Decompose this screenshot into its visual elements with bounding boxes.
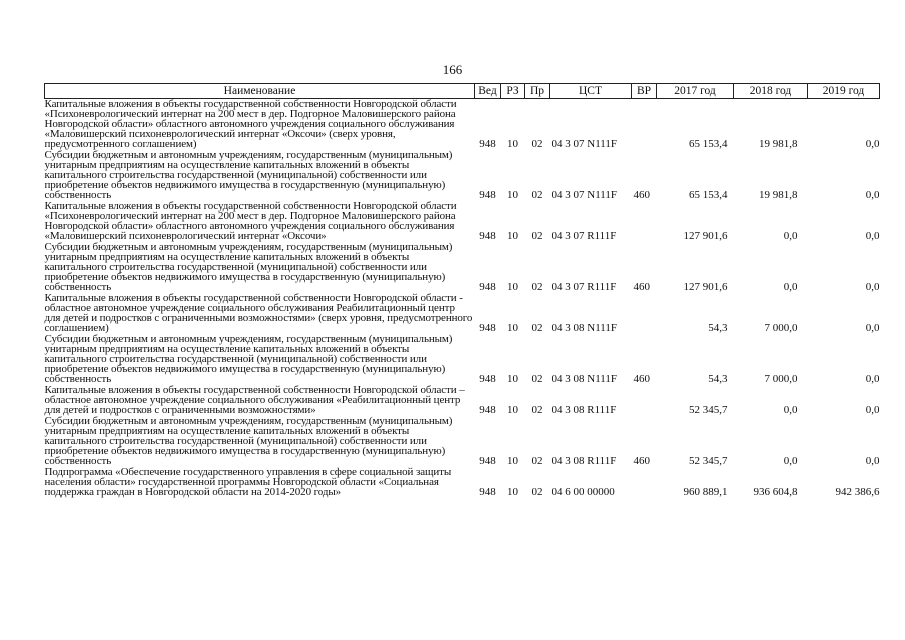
cell-rz: 10 <box>507 455 518 467</box>
cell-2019: 0,0 <box>865 373 880 385</box>
cell-2019: 0,0 <box>865 189 880 201</box>
cell-vr: 460 <box>633 281 650 293</box>
cell-ved: 948 <box>479 189 496 201</box>
cell-2018: 19 981,8 <box>759 189 798 201</box>
table-row <box>45 467 880 498</box>
cell-ved: 948 <box>479 455 496 467</box>
cell-ved: 948 <box>479 486 496 498</box>
cell-2018: 936 604,8 <box>753 486 798 498</box>
cell-vr <box>632 293 657 334</box>
cell-name: Субсидии бюджетным и автономным учреждениям, государственным (муниципальным) унитарным предприятиям на осуществление капитальных вложений в объекты капитального строительства государственной (муниципальной) собственности или приобретение объектов недвижимого имущества в государственную (муниципальную) собственность <box>44 149 453 201</box>
table-row <box>45 150 880 201</box>
cell-rz: 10 <box>507 189 518 201</box>
cell-cst: 04 3 08 R111F <box>551 455 617 467</box>
cell-rz: 10 <box>507 281 518 293</box>
cell-pr: 02 <box>531 138 543 150</box>
cell-2019: 942 386,6 <box>835 486 880 498</box>
col-header-name: Наименование <box>45 84 475 99</box>
col-header-ved: Вед <box>475 84 501 99</box>
cell-name: Капитальные вложения в объекты государственной собственности Новгородской области - областное автономное учреждение социального обслуживания Реабилитационный центр для детей и подростков с ограниченными возможностями» (сверх уровня, предусмотренного соглашением) <box>44 292 473 334</box>
cell-2019: 0,0 <box>865 230 880 242</box>
cell-2017: 65 153,4 <box>689 189 728 201</box>
cell-pr: 02 <box>531 455 543 467</box>
col-header-2018: 2018 год <box>734 84 808 99</box>
cell-rz: 10 <box>507 486 518 498</box>
cell-rz: 10 <box>507 138 518 150</box>
cell-pr: 02 <box>531 404 543 416</box>
cell-vr <box>632 99 657 151</box>
cell-pr: 02 <box>531 230 543 242</box>
cell-cst: 04 3 08 R111F <box>551 404 617 416</box>
cell-vr: 460 <box>633 455 650 467</box>
cell-vr: 460 <box>633 189 650 201</box>
table-row <box>45 385 880 416</box>
cell-vr: 460 <box>633 373 650 385</box>
cell-pr: 02 <box>531 373 543 385</box>
cell-ved: 948 <box>479 281 496 293</box>
table-row <box>45 293 880 334</box>
cell-2018: 0,0 <box>783 404 798 416</box>
cell-cst: 04 3 07 N111F <box>551 189 617 201</box>
cell-2017: 52 345,7 <box>689 404 728 416</box>
col-header-vr: ВР <box>632 84 657 99</box>
col-header-cst: ЦСТ <box>550 84 632 99</box>
table-row <box>45 416 880 467</box>
cell-2018: 0,0 <box>783 230 798 242</box>
table-row <box>45 242 880 293</box>
cell-2017: 52 345,7 <box>689 455 728 467</box>
cell-2019: 0,0 <box>865 455 880 467</box>
cell-ved: 948 <box>479 230 496 242</box>
cell-2018: 19 981,8 <box>759 138 798 150</box>
cell-2017: 960 889,1 <box>683 486 728 498</box>
table-row <box>45 334 880 385</box>
cell-name: Субсидии бюджетным и автономным учреждениям, государственным (муниципальным) унитарным предприятиям на осуществление капитальных вложений в объекты капитального строительства государственной (муниципальной) собственности или приобретение объектов недвижимого имущества в государственную (муниципальную) собственность <box>44 333 453 385</box>
cell-ved: 948 <box>479 373 496 385</box>
cell-2018: 0,0 <box>783 281 798 293</box>
cell-pr: 02 <box>531 281 543 293</box>
cell-rz: 10 <box>507 373 518 385</box>
table-row <box>45 99 880 151</box>
cell-name: Капитальные вложения в объекты государственной собственности Новгородской области «Психоневрологический интернат на 200 мест в дер. Подгорное Маловишерского района Новгородской области» областного автономного учреждения социального обслуживания «Маловишерский психоневрологический интернат «Оксочи» <box>44 200 457 242</box>
cell-pr: 02 <box>531 486 543 498</box>
cell-2019: 0,0 <box>865 322 880 334</box>
col-header-rz: РЗ <box>501 84 525 99</box>
cell-ved: 948 <box>479 322 496 334</box>
cell-name: Субсидии бюджетным и автономным учреждениям, государственным (муниципальным) унитарным предприятиям на осуществление капитальных вложений в объекты капитального строительства государственной (муниципальной) собственности или приобретение объектов недвижимого имущества в государственную (муниципальную) собственность <box>44 241 453 293</box>
cell-rz: 10 <box>507 322 518 334</box>
cell-cst: 04 3 07 N111F <box>551 138 617 150</box>
cell-cst: 04 3 08 N111F <box>551 322 617 334</box>
cell-2017: 127 901,6 <box>683 230 728 242</box>
cell-cst: 04 6 00 00000 <box>551 486 615 498</box>
cell-ved: 948 <box>479 138 496 150</box>
cell-2017: 54,3 <box>708 373 728 385</box>
cell-pr: 02 <box>531 322 543 334</box>
cell-name: Капитальные вложения в объекты государственной собственности Новгородской области – областное автономное учреждение социального обслуживания «Реабилитационный центр для детей и подростков с ограниченными возможностями» <box>44 384 465 416</box>
table-header <box>45 84 880 99</box>
cell-name: Субсидии бюджетным и автономным учреждениям, государственным (муниципальным) унитарным предприятиям на осуществление капитальных вложений в объекты капитального строительства государственной (муниципальной) собственности или приобретение объектов недвижимого имущества в государственную (муниципальную) собственность <box>44 415 453 467</box>
cell-ved: 948 <box>479 404 496 416</box>
table-row <box>45 201 880 242</box>
cell-2017: 127 901,6 <box>683 281 728 293</box>
cell-cst: 04 3 07 R111F <box>551 230 617 242</box>
cell-name: Подпрограмма «Обеспечение государственного управления в сфере социальной защиты населения области» государственной программы Новгородской области «Социальная поддержка граждан в Новгородской области на 2014-2020 годы» <box>44 466 452 498</box>
cell-2017: 65 153,4 <box>689 138 728 150</box>
page-number: 166 <box>442 62 463 77</box>
cell-vr <box>632 467 657 498</box>
cell-2017: 54,3 <box>708 322 728 334</box>
budget-table <box>44 83 880 498</box>
col-header-2019: 2019 год <box>808 84 880 99</box>
cell-cst: 04 3 08 N111F <box>551 373 617 385</box>
cell-rz: 10 <box>507 230 518 242</box>
cell-rz: 10 <box>507 404 518 416</box>
cell-2018: 7 000,0 <box>764 373 798 385</box>
table-body <box>45 99 880 499</box>
col-header-pr: Пр <box>525 84 550 99</box>
col-header-2017: 2017 год <box>657 84 734 99</box>
cell-name: Капитальные вложения в объекты государственной собственности Новгородской области «Психоневрологический интернат на 200 мест в дер. Подгорное Маловишерского района Новгородской области» областного автономного учреждения социального обслуживания «Маловишерский психоневрологический интернат «Оксочи» (сверх уровня, предусмотренного соглашением) <box>44 98 457 150</box>
cell-2019: 0,0 <box>865 404 880 416</box>
cell-cst: 04 3 07 R111F <box>551 281 617 293</box>
cell-2019: 0,0 <box>865 138 880 150</box>
cell-vr <box>632 201 657 242</box>
cell-vr <box>632 385 657 416</box>
cell-pr: 02 <box>531 189 543 201</box>
cell-2018: 0,0 <box>783 455 798 467</box>
cell-2018: 7 000,0 <box>764 322 798 334</box>
cell-2019: 0,0 <box>865 281 880 293</box>
